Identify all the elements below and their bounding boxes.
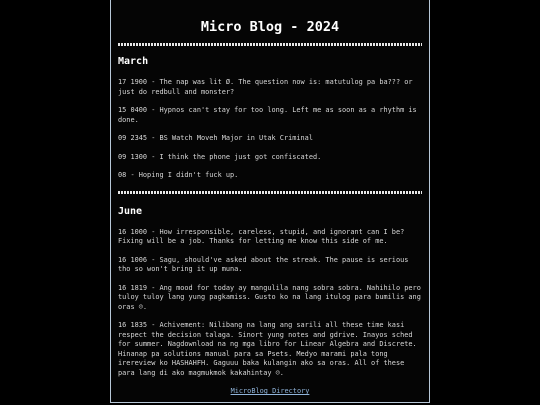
blog-entry: 08 - Hoping I didn't fuck up.	[118, 171, 239, 179]
blog-entry: 15 0400 - Hypnos can't stay for too long. Left me as soon as a rhythm is done.	[118, 106, 421, 124]
section-heading-march: March	[118, 56, 149, 67]
section-march	[111, 55, 429, 181]
blog-entry: 09 1300 - I think the phone just got confiscated.	[118, 152, 322, 161]
divider	[118, 191, 422, 194]
blog-entry: 16 1006 - Sagu, should've asked about the streak. The pause is serious tho so won't bring it up muna.	[118, 255, 413, 273]
blog-entry: 09 2345 - BS Watch Moveh Major in Utak Criminal	[118, 134, 313, 142]
entry-list-march	[118, 78, 422, 181]
divider	[118, 43, 422, 46]
blog-entry: 17 1900 - The nap was lit Ø. The question now is: matutulog pa ba??? or just do redbull and monster?	[118, 78, 417, 96]
entry-list-june	[118, 227, 425, 379]
section-june	[111, 205, 429, 379]
page-title: Micro Blog - 2024	[200, 19, 340, 35]
blog-entry: 16 1819 - Ang mood for today ay mangulila nang sobra sobra. Nahihilo pero tuloy tuloy lang yung pagkamiss. Gusto ko na lang itulog para bumilis ang oras ☹.	[118, 283, 425, 311]
microblog-directory-link[interactable]: MicroBlog Directory	[230, 387, 310, 395]
microblog-page	[110, 0, 430, 403]
blog-entry: 16 1000 - How irresponsible, careless, stupid, and ignorant can I be? Fixing will be a job. Thanks for letting me know this side of me.	[118, 227, 409, 245]
blog-entry: 16 1835 - Achivement: Nilibang na lang ang sarili all these time kasi respect the decision talaga. Sinort yung notes and gdrive. Inayos sched for summer. Nagdownload na ng mga libro for Linear Algebra and Discrete. Hinanap pa solutions manual para sa Psets. Medyo marami pala tong irereview ko HASHAHFH. Gaguuu baka kulangin ako sa oras. All of these para lang di ako magmukmok kakahintay ☹.	[118, 321, 421, 377]
section-heading-june: June	[118, 205, 143, 217]
